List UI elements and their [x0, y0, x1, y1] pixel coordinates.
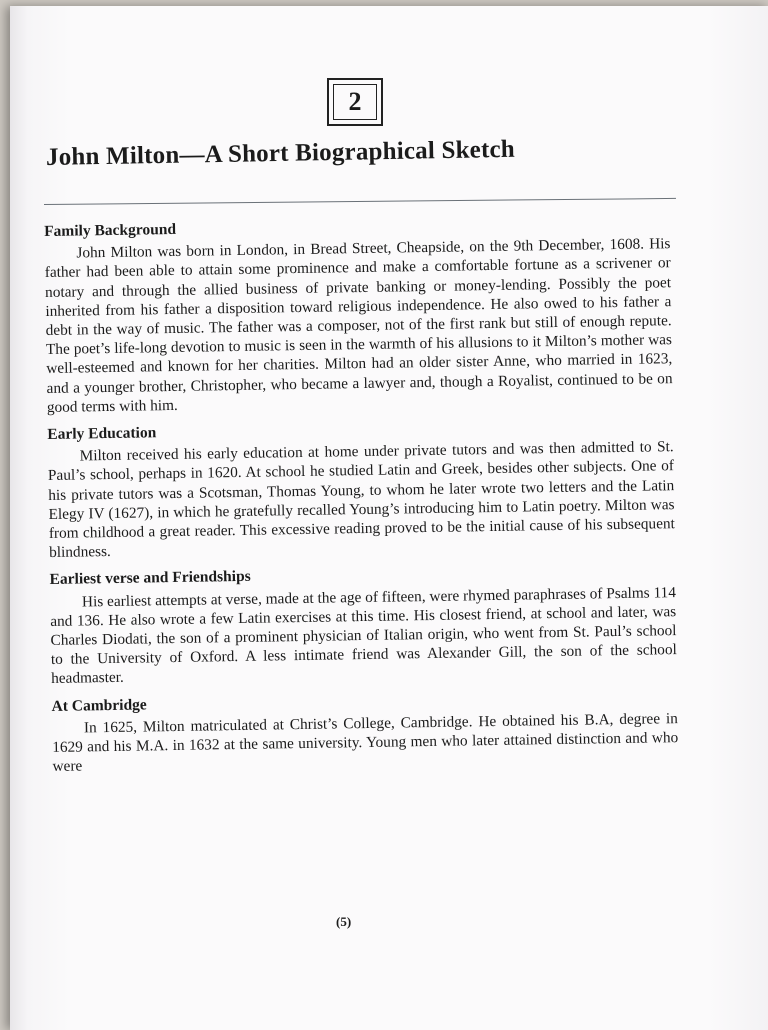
page-number: (5) — [336, 914, 352, 929]
section-text-early-education: Milton received his early education at home under private tutors and was then admitted to St. Paul’s school, perhaps in 1620. At school he studied Latin and Greek, besides other subjects. One of his private tutors was a Scotsman, Thomas Young, to whom he later wrote two letters and the Latin Elegy IV (1627), in which he gratefully recalled Young’s introducing him to Latin poetry. Milton was from childhood a great reader. This excessive reading proved to be the initial cause of his subsequent blindness. — [47, 438, 675, 562]
section-heading-family-background: Family Background — [44, 220, 177, 240]
section-heading-earliest-verse: Earliest verse and Friendships — [49, 568, 251, 589]
chapter-number: 2 — [333, 84, 377, 120]
book-page — [10, 6, 768, 1030]
section-text-family-background: John Milton was born in London, in Bread Street, Cheapside, on the 9th December, 1608. His father had been able to attain some prominence and make a comfortable fortune as a scrivener or notary and through the allied business of private banking or money-lending. Possibly the poet inherited from his father a disposition toward religious independence. He also owed to his father a debt in the way of music. The father was a composer, not of the first rank but still of enough repute. The poet’s life-long devotion to music is seen in the warmth of his allusions to it Milton’s mother was well-esteemed and known for her charities. Milton had an older sister Anne, who married in 1623, and a younger brother, Christopher, who became a lawyer and, though a Royalist, continued to be on good terms with him. — [44, 235, 673, 416]
chapter-title: John Milton—A Short Biographical Sketch — [45, 135, 516, 171]
chapter-number-box — [327, 78, 383, 126]
section-text-at-cambridge: In 1625, Milton matriculated at Christ’s College, Cambridge. He obtained his B.A, degree in 1629 and his M.A. in 1632 at the same university. Young men who later attained distinction and who were — [52, 709, 679, 776]
section-text-earliest-verse: His earliest attempts at verse, made at the age of fifteen, were rhymed paraphrases of Psalms 114 and 136. He also wrote a few Latin exercises at this time. His closest friend, at school and later, was Charles Diodati, the son of a prominent physician of Italian origin, who went from St. Paul’s school to the University of Oxford. A less intimate friend was Alexander Gill, the son of the school headmaster. — [50, 583, 677, 688]
chapter-body — [44, 212, 679, 780]
title-divider — [44, 198, 676, 205]
section-heading-at-cambridge: At Cambridge — [51, 696, 147, 715]
section-heading-early-education: Early Education — [47, 424, 157, 444]
